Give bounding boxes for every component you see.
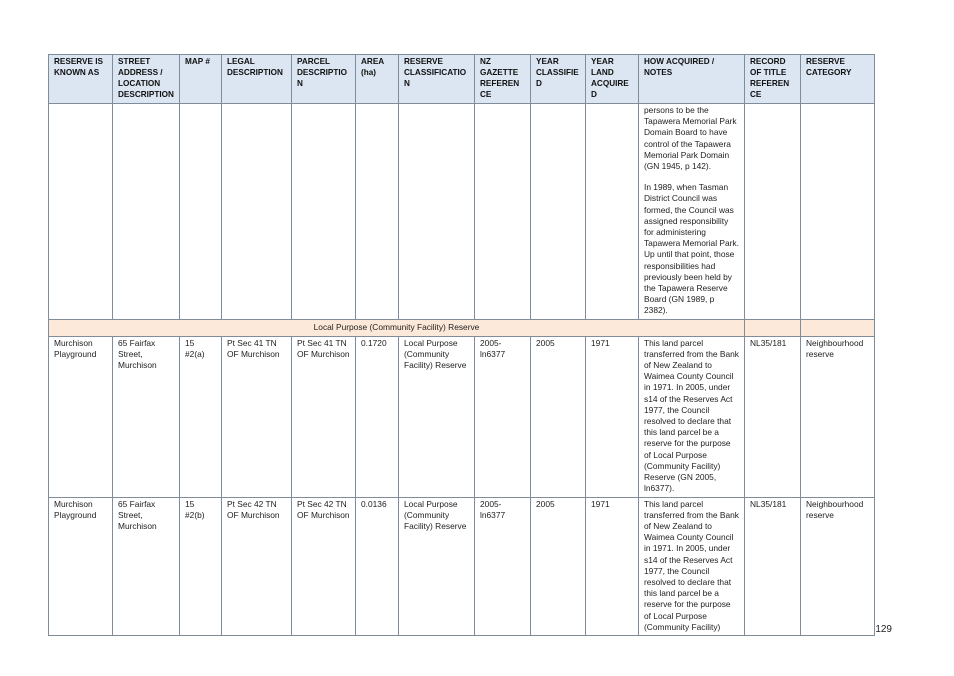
- reserve-classification: Local Purpose (Community Facility) Reserve: [399, 336, 475, 497]
- header-year-classified: YEAR CLASSIFIED: [531, 55, 586, 104]
- section-heading-row: [49, 319, 875, 336]
- section-title: Local Purpose (Community Facility) Reserve: [49, 319, 745, 336]
- header-reserve-classification: RESERVE CLASSIFICATION: [399, 55, 475, 104]
- how-acquired-notes: This land parcel transferred from the Bank of New Zealand to Waimea County Council in 1971. In 2005, under s14 of the Reserves Act 1977, the Council resolved to declare that this land parcel be a reserve for the purpose of Local Purpose (Community Facility) Reserve (GN 2005, ln6377).: [639, 336, 745, 497]
- table-row: [49, 336, 875, 497]
- year-acquired: 1971: [586, 497, 639, 635]
- year-acquired: 1971: [586, 336, 639, 497]
- continuation-notes-paragraph: In 1989, when Tasman District Council was formed, the Council was assigned responsibility for administering Tapawera Memorial Park. Up until that point, those responsibilities had previously been held by the Tapawera Reserve Board (GN 1989, p 2382).: [644, 182, 739, 316]
- continuation-notes-cell: [639, 104, 745, 320]
- reserve-category: Neighbourhood reserve: [801, 497, 875, 635]
- header-gazette-reference: NZ GAZETTE REFERENCE: [475, 55, 531, 104]
- area-ha: 0.1720: [356, 336, 399, 497]
- gazette-reference: 2005-ln6377: [475, 497, 531, 635]
- parcel-description: Pt Sec 42 TN OF Murchison: [292, 497, 356, 635]
- header-how-acquired-notes: HOW ACQUIRED / NOTES: [639, 55, 745, 104]
- continuation-row: [49, 104, 875, 320]
- gazette-reference: 2005-ln6377: [475, 336, 531, 497]
- header-legal-description: LEGAL DESCRIPTION: [222, 55, 292, 104]
- legal-description: Pt Sec 42 TN OF Murchison: [222, 497, 292, 635]
- reserve-name: Murchison Playground: [49, 497, 113, 635]
- map-number: 15 #2(b): [180, 497, 222, 635]
- header-area: AREA (ha): [356, 55, 399, 104]
- title-reference: NL35/181: [745, 497, 801, 635]
- parcel-description: Pt Sec 41 TN OF Murchison: [292, 336, 356, 497]
- area-ha: 0.0136: [356, 497, 399, 635]
- how-acquired-notes: This land parcel transferred from the Bank of New Zealand to Waimea County Council in 1971. In 2005, under s14 of the Reserves Act 1977, the Council resolved to declare that this land parcel be a reserve for the purpose of Local Purpose (Community Facility): [639, 497, 745, 635]
- header-street-address: STREET ADDRESS / LOCATION DESCRIPTION: [113, 55, 180, 104]
- title-reference: NL35/181: [745, 336, 801, 497]
- header-year-acquired: YEAR LAND ACQUIRED: [586, 55, 639, 104]
- street-address: 65 Fairfax Street, Murchison: [113, 497, 180, 635]
- street-address: 65 Fairfax Street, Murchison: [113, 336, 180, 497]
- page-number: 129: [875, 624, 892, 635]
- header-row: [49, 55, 875, 104]
- header-reserve-category: RESERVE CATEGORY: [801, 55, 875, 104]
- header-reserve-name: RESERVE IS KNOWN AS: [49, 55, 113, 104]
- reserve-schedule-table: [48, 54, 875, 636]
- map-number: 15 #2(a): [180, 336, 222, 497]
- year-classified: 2005: [531, 336, 586, 497]
- table-row: [49, 497, 875, 635]
- legal-description: Pt Sec 41 TN OF Murchison: [222, 336, 292, 497]
- header-parcel-description: PARCEL DESCRIPTION: [292, 55, 356, 104]
- year-classified: 2005: [531, 497, 586, 635]
- header-title-reference: RECORD OF TITLE REFERENCE: [745, 55, 801, 104]
- reserve-name: Murchison Playground: [49, 336, 113, 497]
- header-map: MAP #: [180, 55, 222, 104]
- continuation-notes-paragraph: persons to be the Tapawera Memorial Park Domain Board to have control of the Tapawera Memorial Park Domain (GN 1945, p 142).: [644, 105, 737, 172]
- reserve-classification: Local Purpose (Community Facility) Reserve: [399, 497, 475, 635]
- reserve-category: Neighbourhood reserve: [801, 336, 875, 497]
